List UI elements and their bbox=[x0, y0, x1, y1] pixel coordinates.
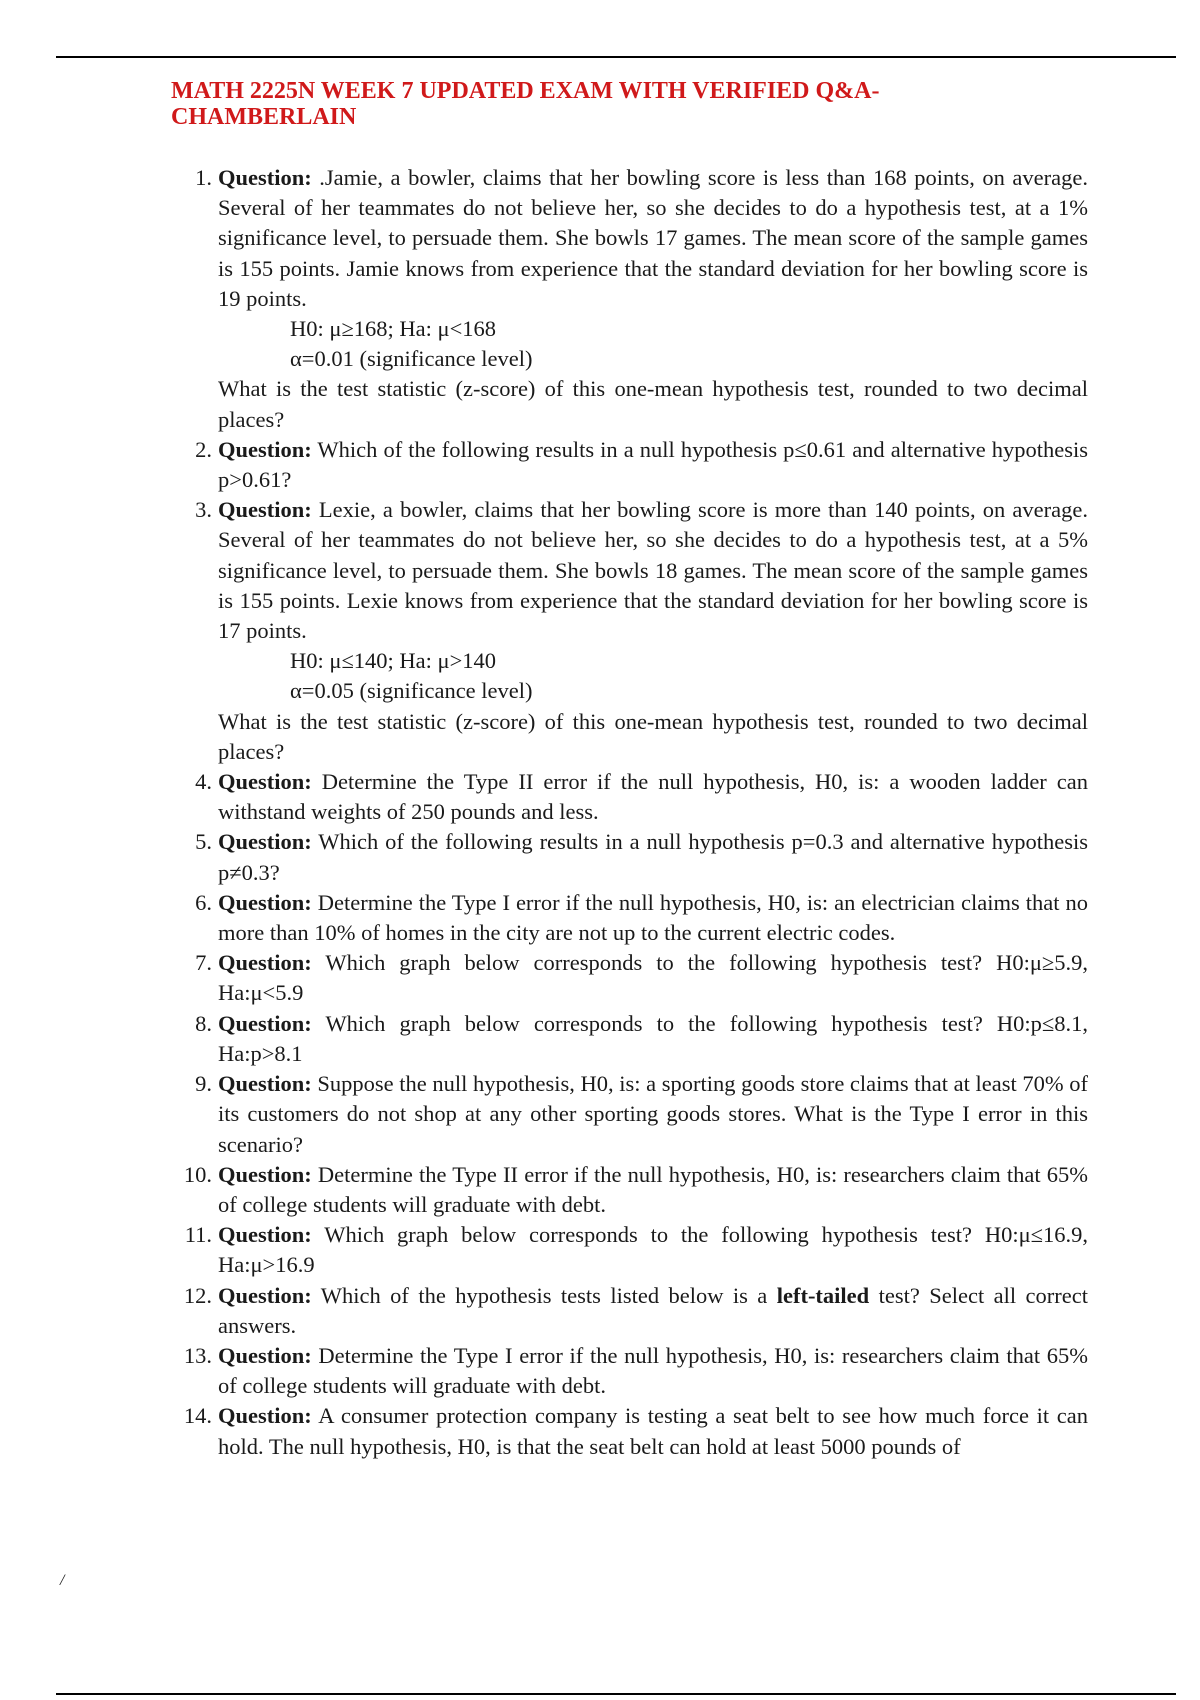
question-label: Question: bbox=[218, 950, 312, 976]
question-label: Question: bbox=[218, 1010, 312, 1036]
title-line-2: CHAMBERLAIN bbox=[171, 104, 357, 130]
question-item bbox=[171, 1160, 1088, 1220]
question-number: 2. bbox=[195, 436, 212, 462]
question-number: 5. bbox=[195, 829, 212, 855]
question-item bbox=[171, 1281, 1088, 1341]
question-label: Question: bbox=[218, 1071, 312, 1097]
question-number: 10. bbox=[183, 1161, 212, 1187]
title-line-1: MATH 2225N WEEK 7 UPDATED EXAM WITH VERIFIED Q&A- bbox=[171, 78, 880, 104]
question-text: Determine the Type I error if the null hypothesis, H0, is: an electrician claims that no more than 10% of homes in the city are not up to the current electric codes. bbox=[218, 889, 1088, 946]
question-label: Question: bbox=[218, 1403, 312, 1429]
question-number: 14. bbox=[183, 1403, 212, 1429]
question-emphasis: left-tailed bbox=[776, 1282, 870, 1308]
question-text: A consumer protection company is testing a seat belt to see how much force it can hold. The null hypothesis, H0, is that the seat belt can hold at least 5000 pounds of bbox=[218, 1403, 1088, 1459]
question-item bbox=[171, 827, 1088, 887]
question-label: Question: bbox=[218, 165, 312, 190]
question-label: Question: bbox=[218, 436, 312, 462]
question-number: 7. bbox=[195, 950, 212, 976]
question-number: 1. bbox=[195, 165, 212, 190]
question-item bbox=[171, 163, 1088, 435]
question-text: Determine the Type II error if the null hypothesis, H0, is: a wooden ladder can withstand weights of 250 pounds and less. bbox=[218, 769, 1088, 825]
question-label: Question: bbox=[218, 1161, 312, 1187]
stray-mark: / bbox=[60, 1572, 65, 1589]
question-text-before: Which of the hypothesis tests listed below is a bbox=[320, 1282, 768, 1308]
question-item bbox=[171, 888, 1088, 948]
question-followup: What is the test statistic (z-score) of this one-mean hypothesis test, rounded to two decimal places? bbox=[218, 708, 1088, 764]
question-label: Question: bbox=[218, 1222, 312, 1248]
hypotheses-line: H0: μ≤140; Ha: μ>140 bbox=[290, 648, 497, 674]
significance-line: α=0.01 (significance level) bbox=[290, 346, 533, 372]
question-item bbox=[171, 435, 1088, 495]
page-title bbox=[171, 78, 1051, 130]
significance-line: α=0.05 (significance level) bbox=[290, 678, 533, 704]
question-item bbox=[171, 948, 1088, 1008]
question-number: 8. bbox=[195, 1010, 212, 1036]
question-text: Which graph below corresponds to the following hypothesis test? H0:μ≥5.9, Ha:μ<5.9 bbox=[218, 950, 1088, 1006]
question-text: Determine the Type II error if the null hypothesis, H0, is: researchers claim that 65% of college students will graduate with debt. bbox=[218, 1161, 1088, 1217]
question-number: 11. bbox=[184, 1222, 212, 1248]
question-text: Determine the Type I error if the null hypothesis, H0, is: researchers claim that 65% of college students will graduate with debt. bbox=[218, 1342, 1089, 1399]
question-list bbox=[171, 163, 1088, 1462]
question-label: Question: bbox=[218, 889, 312, 915]
question-item bbox=[171, 495, 1088, 767]
question-text: .Jamie, a bowler, claims that her bowling score is less than 168 points, on average. Several of her teammates do not believe her, so she decides to do a hypothesis test, at a 1% significance level, to persuade them. She bowls 17 games. The mean score of the sample games is 155 points. Jamie knows from experience that the standard deviation for her bowling score is 19 points. bbox=[218, 165, 1088, 311]
bottom-rule bbox=[56, 1693, 1176, 1695]
question-item bbox=[171, 1009, 1088, 1069]
top-rule bbox=[56, 56, 1176, 58]
question-item bbox=[171, 1069, 1088, 1160]
question-text-after: test? Select all correct answers. bbox=[218, 1282, 1089, 1338]
question-number: 6. bbox=[195, 889, 212, 915]
question-text: Which graph below corresponds to the following hypothesis test? H0:p≤8.1, Ha:p>8.1 bbox=[218, 1010, 1089, 1066]
question-number: 13. bbox=[183, 1342, 212, 1368]
question-item bbox=[171, 1341, 1088, 1401]
question-item bbox=[171, 1220, 1088, 1280]
question-number: 4. bbox=[195, 769, 212, 795]
question-text: Which graph below corresponds to the following hypothesis test? H0:μ≤16.9, Ha:μ>16.9 bbox=[218, 1222, 1088, 1278]
question-text: Which of the following results in a null hypothesis p=0.3 and alternative hypothesis p≠0.3? bbox=[218, 829, 1088, 885]
question-label: Question: bbox=[218, 1342, 312, 1368]
question-label: Question: bbox=[218, 1282, 312, 1308]
question-number: 12. bbox=[183, 1282, 212, 1308]
question-label: Question: bbox=[218, 497, 312, 523]
question-followup: What is the test statistic (z-score) of this one-mean hypothesis test, rounded to two decimal places? bbox=[218, 376, 1088, 432]
question-item bbox=[171, 767, 1088, 827]
question-text: Lexie, a bowler, claims that her bowling score is more than 140 points, on average. Several of her teammates do not believe her, so she decides to do a hypothesis test, at a 5% significance level, to persuade them. She bowls 18 games. The mean score of the sample games is 155 points. Lexie knows from experience that the standard deviation for her bowling score is 17 points. bbox=[218, 497, 1088, 644]
question-number: 3. bbox=[195, 497, 212, 523]
question-label: Question: bbox=[218, 769, 312, 795]
hypotheses-line: H0: μ≥168; Ha: μ<168 bbox=[290, 316, 497, 342]
question-text: Which of the following results in a null hypothesis p≤0.61 and alternative hypothesis p>0.61? bbox=[218, 436, 1088, 493]
question-text: Suppose the null hypothesis, H0, is: a sporting goods store claims that at least 70% of its customers do not shop at any other sporting goods stores. What is the Type I error in this scenario? bbox=[218, 1071, 1089, 1157]
question-label: Question: bbox=[218, 829, 312, 855]
question-number: 9. bbox=[195, 1071, 212, 1097]
question-item bbox=[171, 1401, 1088, 1461]
